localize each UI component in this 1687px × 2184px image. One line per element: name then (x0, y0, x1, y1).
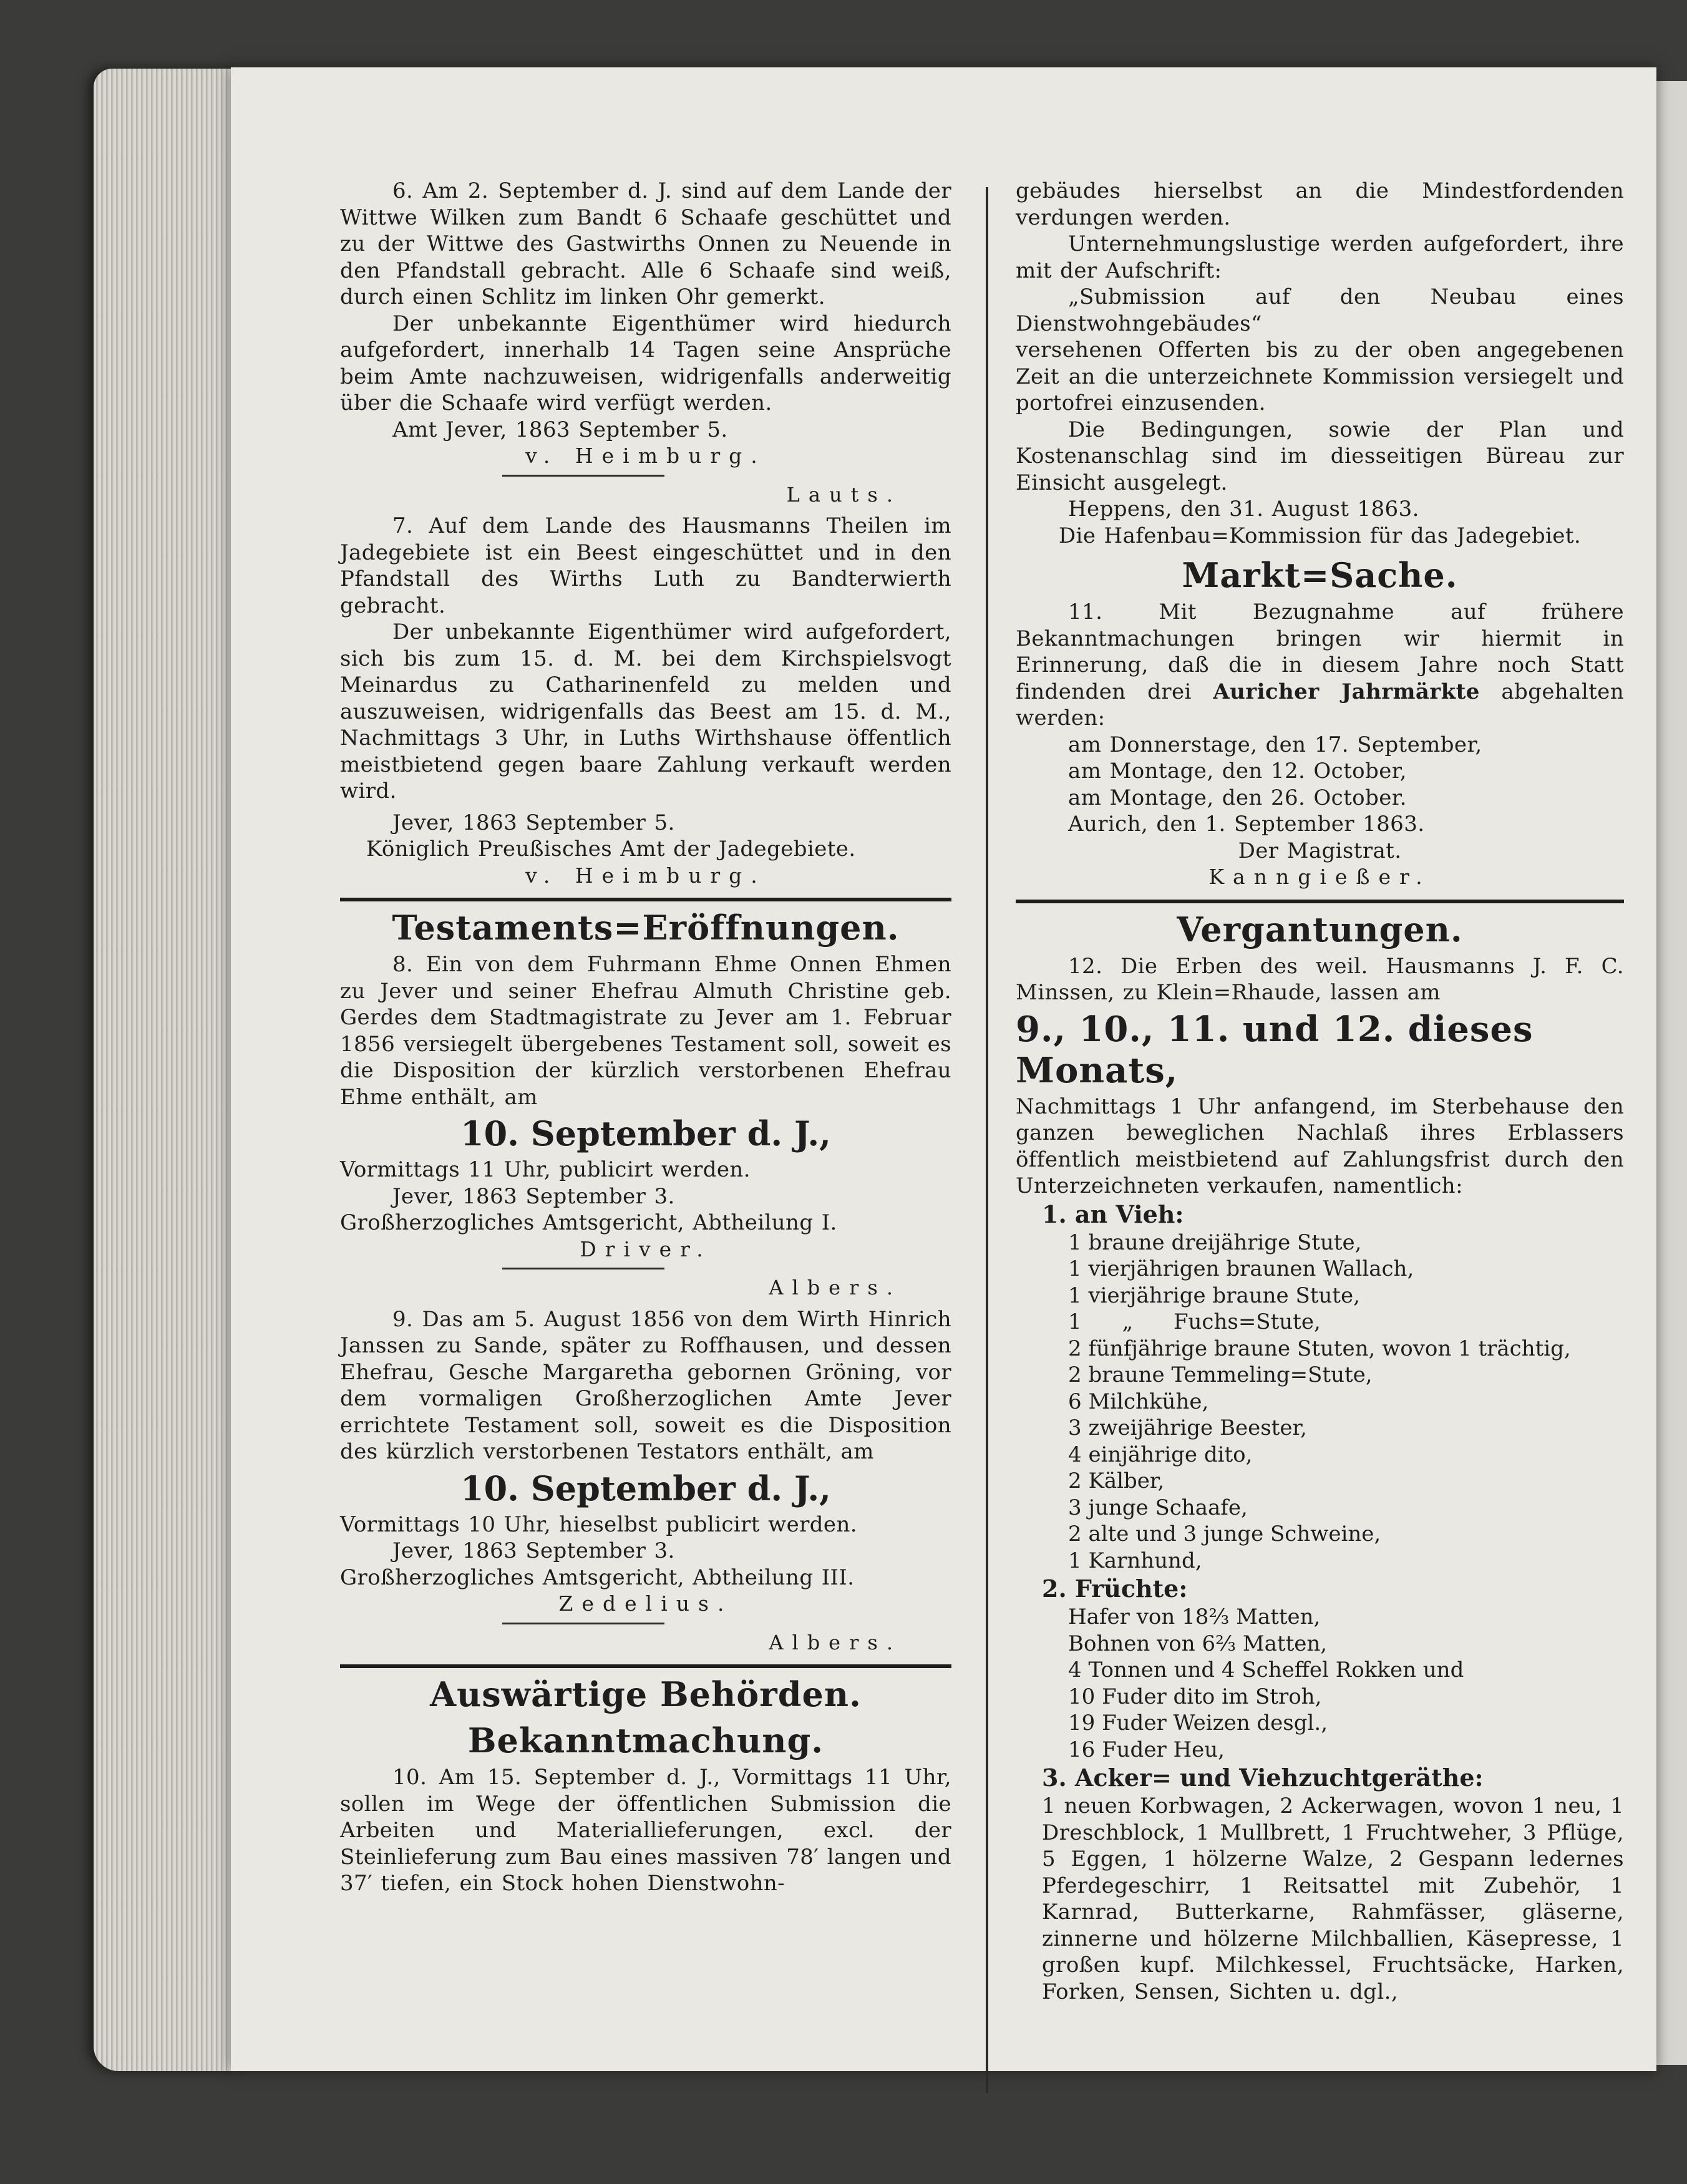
notice-7-date: Jever, 1863 September 5. (392, 810, 675, 835)
notice-6-signature: v. Heimburg. (525, 444, 766, 468)
notice-9-date: Jever, 1863 September 3. (392, 1538, 675, 1563)
notice-10-office: Die Hafenbau=Kommission für das Jadegebiet. (1058, 523, 1582, 548)
book-page-edges (94, 69, 237, 2071)
notice-11-text (1016, 599, 1624, 732)
notice-12-after: Nachmittags 1 Uhr anfangend, im Sterbehause den ganzen beweglichen Nachlaß ihres Erblassers öffentlich meistbietend auf Zahlungsfrist durch den Unterzeichneten verkaufen, namentlich: (1016, 1094, 1624, 1198)
notice-11-date-3: am Montage, den 26. October. (1068, 785, 1407, 810)
notice-10-quote: „Submission auf den Neubau eines Dienstwohngebäudes“ (1016, 284, 1624, 336)
list-item: 2 Kälber, (1068, 1468, 1165, 1493)
notice-10-date: Heppens, den 31. August 1863. (1068, 497, 1419, 522)
notice-8-office: Großherzogliches Amtsgericht, Abtheilung I. (340, 1210, 837, 1235)
list-item: 4 einjährige dito, (1068, 1442, 1253, 1467)
section-rule (1016, 900, 1624, 903)
notice-10-text: 10. Am 15. September d. J., Vormittags 11 Uhr, sollen im Wege der öffentlichen Submission die Arbeiten und Materiallieferungen, excl. der Steinlieferung zum Bau eines massiven 78′ langen und 37′ tiefen, ein Stock hohen Dienstwohn- (340, 1765, 951, 1896)
divider (502, 1623, 664, 1624)
heading-auswaertig: Auswärtige Behörden. (430, 1674, 862, 1714)
notice-11-rest: abgehalten werden: (1016, 679, 1625, 730)
heading-testament: Testaments=Eröffnungen. (392, 908, 900, 948)
notice-11-text-main: 11. Mit Bezugnahme auf frühere Bekanntmachungen bringen wir hiermit in Erinnerung, daß die in diesem Jahre noch Statt findenden drei (1016, 599, 1624, 704)
list-item: Bohnen von 6⅔ Matten, (1068, 1631, 1328, 1656)
notice-12-text: 12. Die Erben des weil. Hausmanns J. F. C. Minssen, zu Klein=Rhaude, lassen am (1016, 953, 1624, 1005)
notice-11-signature: Kanngießer. (1208, 865, 1431, 889)
notice-11-date-1: am Donnerstage, den 17. September, (1068, 732, 1482, 757)
notice-10-continued-2: versehenen Offerten bis zu der oben angegebenen Zeit an die unterzeichnete Kommission versiegelt und portofrei einzusenden. (1016, 337, 1624, 415)
category-geraete: 3. Acker= und Viehzuchtgeräthe: (1042, 1764, 1484, 1792)
notice-8-bigdate: 10. September d. J., (460, 1114, 831, 1153)
list-item: 2 fünfjährige braune Stuten, wovon 1 trächtig, (1068, 1336, 1571, 1361)
notice-9-text: 9. Das am 5. August 1856 von dem Wirth Hinrich Janssen zu Sande, später zu Roffhausen, und dessen Ehefrau, Gesche Margaretha gebornen Gröning, vor dem vormaligen Großherzoglichen Amte Jever errichtete Testament soll, soweit es die Disposition des kürzlich verstorbenen Testators enthält, am (340, 1306, 951, 1464)
list-item: 1 vierjährigen braunen Wallach, (1068, 1256, 1414, 1281)
notice-8-signature: Driver. (580, 1236, 712, 1261)
divider (502, 475, 664, 477)
column-divider (986, 187, 988, 2093)
notice-9-signature-2: Albers. (769, 1630, 902, 1654)
notice-8-date: Jever, 1863 September 3. (392, 1183, 675, 1209)
notice-9-office: Großherzogliches Amtsgericht, Abtheilung III. (340, 1565, 855, 1590)
list-item: 3 zweijährige Beester, (1068, 1415, 1307, 1440)
list-item: 2 alte und 3 junge Schweine, (1068, 1522, 1381, 1546)
list-item: 4 Tonnen und 4 Scheffel Rokken und (1068, 1657, 1464, 1682)
notice-9-bigdate: 10. September d. J., (460, 1468, 831, 1508)
list-item: 1 „ Fuchs=Stute, (1068, 1309, 1321, 1334)
heading-bekanntmachung: Bekanntmachung. (467, 1721, 824, 1760)
notice-6-date: Amt Jever, 1863 September 5. (392, 417, 728, 442)
list-item: 1 vierjährige braune Stute, (1068, 1283, 1360, 1308)
notice-9-after: Vormittags 10 Uhr, hieselbst publicirt werden. (340, 1512, 857, 1537)
notice-6-text-2: Der unbekannte Eigenthümer wird hiedurch aufgefordert, innerhalb 14 Tagen seine Ansprüche beim Amte nachzuweisen, widrigenfalls anderweitig über die Schaafe wird verfügt werden. (340, 311, 951, 415)
list-item: 1 Karnhund, (1068, 1548, 1202, 1573)
right-column (1016, 178, 1624, 2005)
notice-7-signature: v. Heimburg. (525, 863, 766, 888)
facing-page-edge (1656, 81, 1687, 2065)
notice-7-office: Königlich Preußisches Amt der Jadegebiete. (366, 837, 856, 861)
list-item: 10 Fuder dito im Stroh, (1068, 1684, 1322, 1709)
notice-7-text: 7. Auf dem Lande des Hausmanns Theilen im Jadegebiete ist ein Beest eingeschüttet und in den Pfandstall des Wirths Luth zu Bandterwierth gebracht. (340, 513, 951, 618)
section-rule (340, 898, 951, 901)
heading-vergantungen: Vergantungen. (1177, 909, 1463, 949)
notice-10-conditions: Die Bedingungen, sowie der Plan und Kostenanschlag sind im diesseitigen Büreau zur Einsicht ausgelegt. (1016, 417, 1624, 495)
notice-8-text: 8. Ein von dem Fuhrmann Ehme Onnen Ehmen zu Jever und seiner Ehefrau Almuth Christine geb. Gerdes dem Stadtmagistrate zu Jever am 1. Februar 1856 versiegelt übergebenes Testament soll, soweit es die Disposition der kürzlich verstorbenen Ehefrau Ehme enthält, am (340, 952, 951, 1110)
notice-11-date-2: am Montage, den 12. October, (1068, 759, 1407, 784)
list-item: 6 Milchkühe, (1068, 1389, 1209, 1414)
notice-11-bold: Auricher Jahrmärkte (1213, 679, 1480, 704)
geraete-text: 1 neuen Korbwagen, 2 Ackerwagen, wovon 1 neu, 1 Dreschblock, 1 Mullbrett, 1 Fruchtweher, 3 Pflüge, 5 Eggen, 1 hölzerne Walze, 2 Gespann ledernes Pferdegeschirr, 1 Reitsattel mit Zubehör, 1 Karnrad, Butterkarne, Rahmfässer, gläserne, zinnerne und hölzerne Milchballien, Käsepresse, 1 großen kupf. Milchkessel, Fruchtsäcke, Harken, Forken, Sensen, Sichten u. dgl., (1042, 1793, 1624, 2004)
notice-7-text-2: Der unbekannte Eigenthümer wird aufgefordert, sich bis zum 15. d. M. bei dem Kirchspielsvogt Meinardus zu Catharinenfeld zu melden und auszuweisen, widrigenfalls das Beest am 15. d. M., Nachmittags 3 Uhr, in Luths Wirthshause öffentlich meistbietend gegen baare Zahlung verkauft werden wird. (340, 619, 951, 803)
notice-6-signature-2: Lauts. (786, 482, 902, 507)
notice-8-after: Vormittags 11 Uhr, publicirt werden. (340, 1157, 751, 1182)
notice-11-date: Aurich, den 1. September 1863. (1068, 812, 1425, 837)
list-item: 2 braune Temmeling=Stute, (1068, 1362, 1373, 1387)
list-item: 3 junge Schaafe, (1068, 1495, 1248, 1520)
notice-10-call: Unternehmungslustige werden aufgefordert, ihre mit der Aufschrift: (1016, 231, 1624, 283)
notice-9-signature: Zedelius. (558, 1591, 733, 1616)
notice-12-bigdate: 9., 10., 11. und 12. dieses Monats, (1016, 1008, 1534, 1091)
notice-10-continued: gebäudes hierselbst an die Mindestfordenden verdungen werden. (1016, 178, 1624, 230)
section-rule (340, 1664, 951, 1668)
divider (502, 1268, 664, 1269)
list-item: Hafer von 18⅔ Matten, (1068, 1604, 1321, 1629)
notice-6-text: 6. Am 2. September d. J. sind auf dem Lande der Wittwe Wilken zum Bandt 6 Schaafe geschüttet und zu der Wittwe des Gastwirths Onnen zu Neuende in den Pfandstall gebracht. Alle 6 Schaafe sind weiß, durch einen Schlitz im linken Ohr gemerkt. (340, 178, 951, 309)
heading-markt: Markt=Sache. (1182, 555, 1458, 595)
left-column (340, 178, 951, 1897)
list-item: 16 Fuder Heu, (1068, 1737, 1225, 1762)
category-fruechte: 2. Früchte: (1042, 1575, 1188, 1603)
list-item: 1 braune dreijährige Stute, (1068, 1230, 1362, 1255)
notice-8-signature-2: Albers. (769, 1276, 902, 1299)
category-vieh: 1. an Vieh: (1042, 1200, 1184, 1228)
list-item: 19 Fuder Weizen desgl., (1068, 1711, 1328, 1735)
notice-11-office: Der Magistrat. (1238, 838, 1402, 863)
